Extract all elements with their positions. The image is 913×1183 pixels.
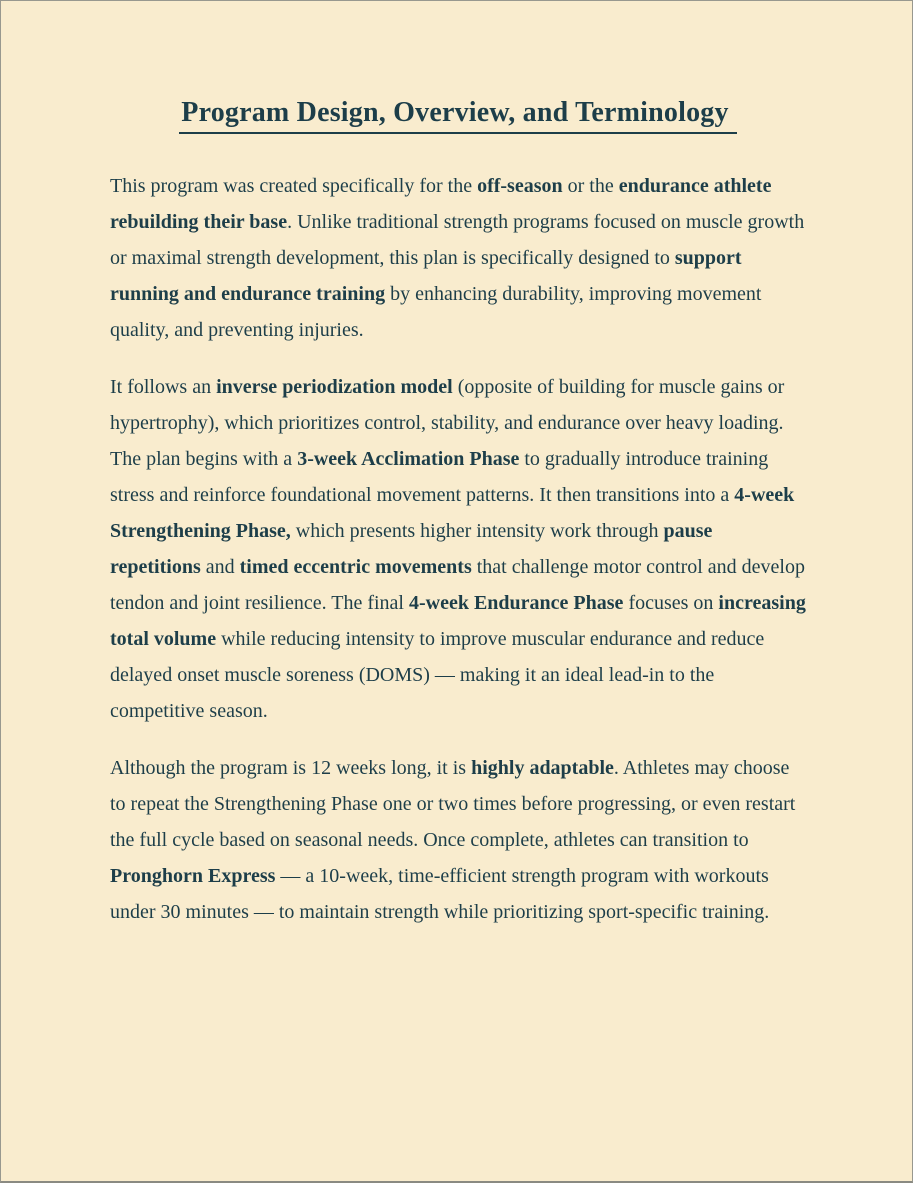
text-segment: by enhancing durability, improving movement quality, and preventing injuries. xyxy=(110,283,762,341)
bold-text-segment: 3-week Acclimation Phase xyxy=(297,448,520,470)
bold-text-segment: 4-week Strengthening Phase, xyxy=(110,484,795,542)
bold-text-segment: increasing total volume xyxy=(110,592,806,650)
document-page xyxy=(1,1,912,1181)
document-body xyxy=(110,168,806,930)
paragraph xyxy=(110,168,806,348)
bold-text-segment: off-season xyxy=(477,175,563,197)
page-title xyxy=(110,97,806,134)
bold-text-segment: support running and endurance training xyxy=(110,247,742,305)
text-segment: . Athletes may choose to repeat the Strengthening Phase one or two times before progressing, or even restart the full cycle based on seasonal needs. Once complete, athletes can transition to xyxy=(110,757,796,851)
text-segment: Although the program is 12 weeks long, it is xyxy=(110,757,472,779)
bold-text-segment: pause repetitions xyxy=(110,520,713,578)
text-segment: while reducing intensity to improve muscular endurance and reduce delayed onset muscle soreness (DOMS) — making it an ideal lead-in to the competitive season. xyxy=(110,628,765,722)
text-segment: or the xyxy=(562,175,619,197)
bold-text-segment: highly adaptable xyxy=(471,757,614,779)
text-segment: to gradually introduce training stress and reinforce foundational movement patterns. It then transitions into a xyxy=(110,448,769,506)
text-segment: (opposite of building for muscle gains or hypertrophy), which prioritizes control, stability, and endurance over heavy loading. The plan begins with a xyxy=(110,376,785,470)
paragraph xyxy=(110,369,806,729)
text-segment: This program was created specifically for the xyxy=(110,175,478,197)
bold-text-segment: timed eccentric movements xyxy=(239,556,472,578)
bold-text-segment: Pronghorn Express xyxy=(110,865,276,887)
paragraph xyxy=(110,750,806,930)
bold-text-segment: endurance athlete rebuilding their base xyxy=(110,175,772,233)
bold-text-segment: inverse periodization model xyxy=(216,376,453,398)
text-segment: — a 10-week, time-efficient strength program with workouts under 30 minutes — to maintain strength while prioritizing sport-specific training. xyxy=(110,865,770,923)
text-segment: which presents higher intensity work through xyxy=(290,520,664,542)
text-segment: . Unlike traditional strength programs focused on muscle growth or maximal strength development, this plan is specifically designed to xyxy=(110,211,805,269)
text-segment: and xyxy=(200,556,240,578)
page-title-text: Program Design, Overview, and Terminology xyxy=(179,97,736,134)
text-segment: that challenge motor control and develop tendon and joint resilience. The final xyxy=(110,556,805,614)
bold-text-segment: 4-week Endurance Phase xyxy=(408,592,624,614)
text-segment: It follows an xyxy=(110,376,217,398)
text-segment: focuses on xyxy=(623,592,719,614)
